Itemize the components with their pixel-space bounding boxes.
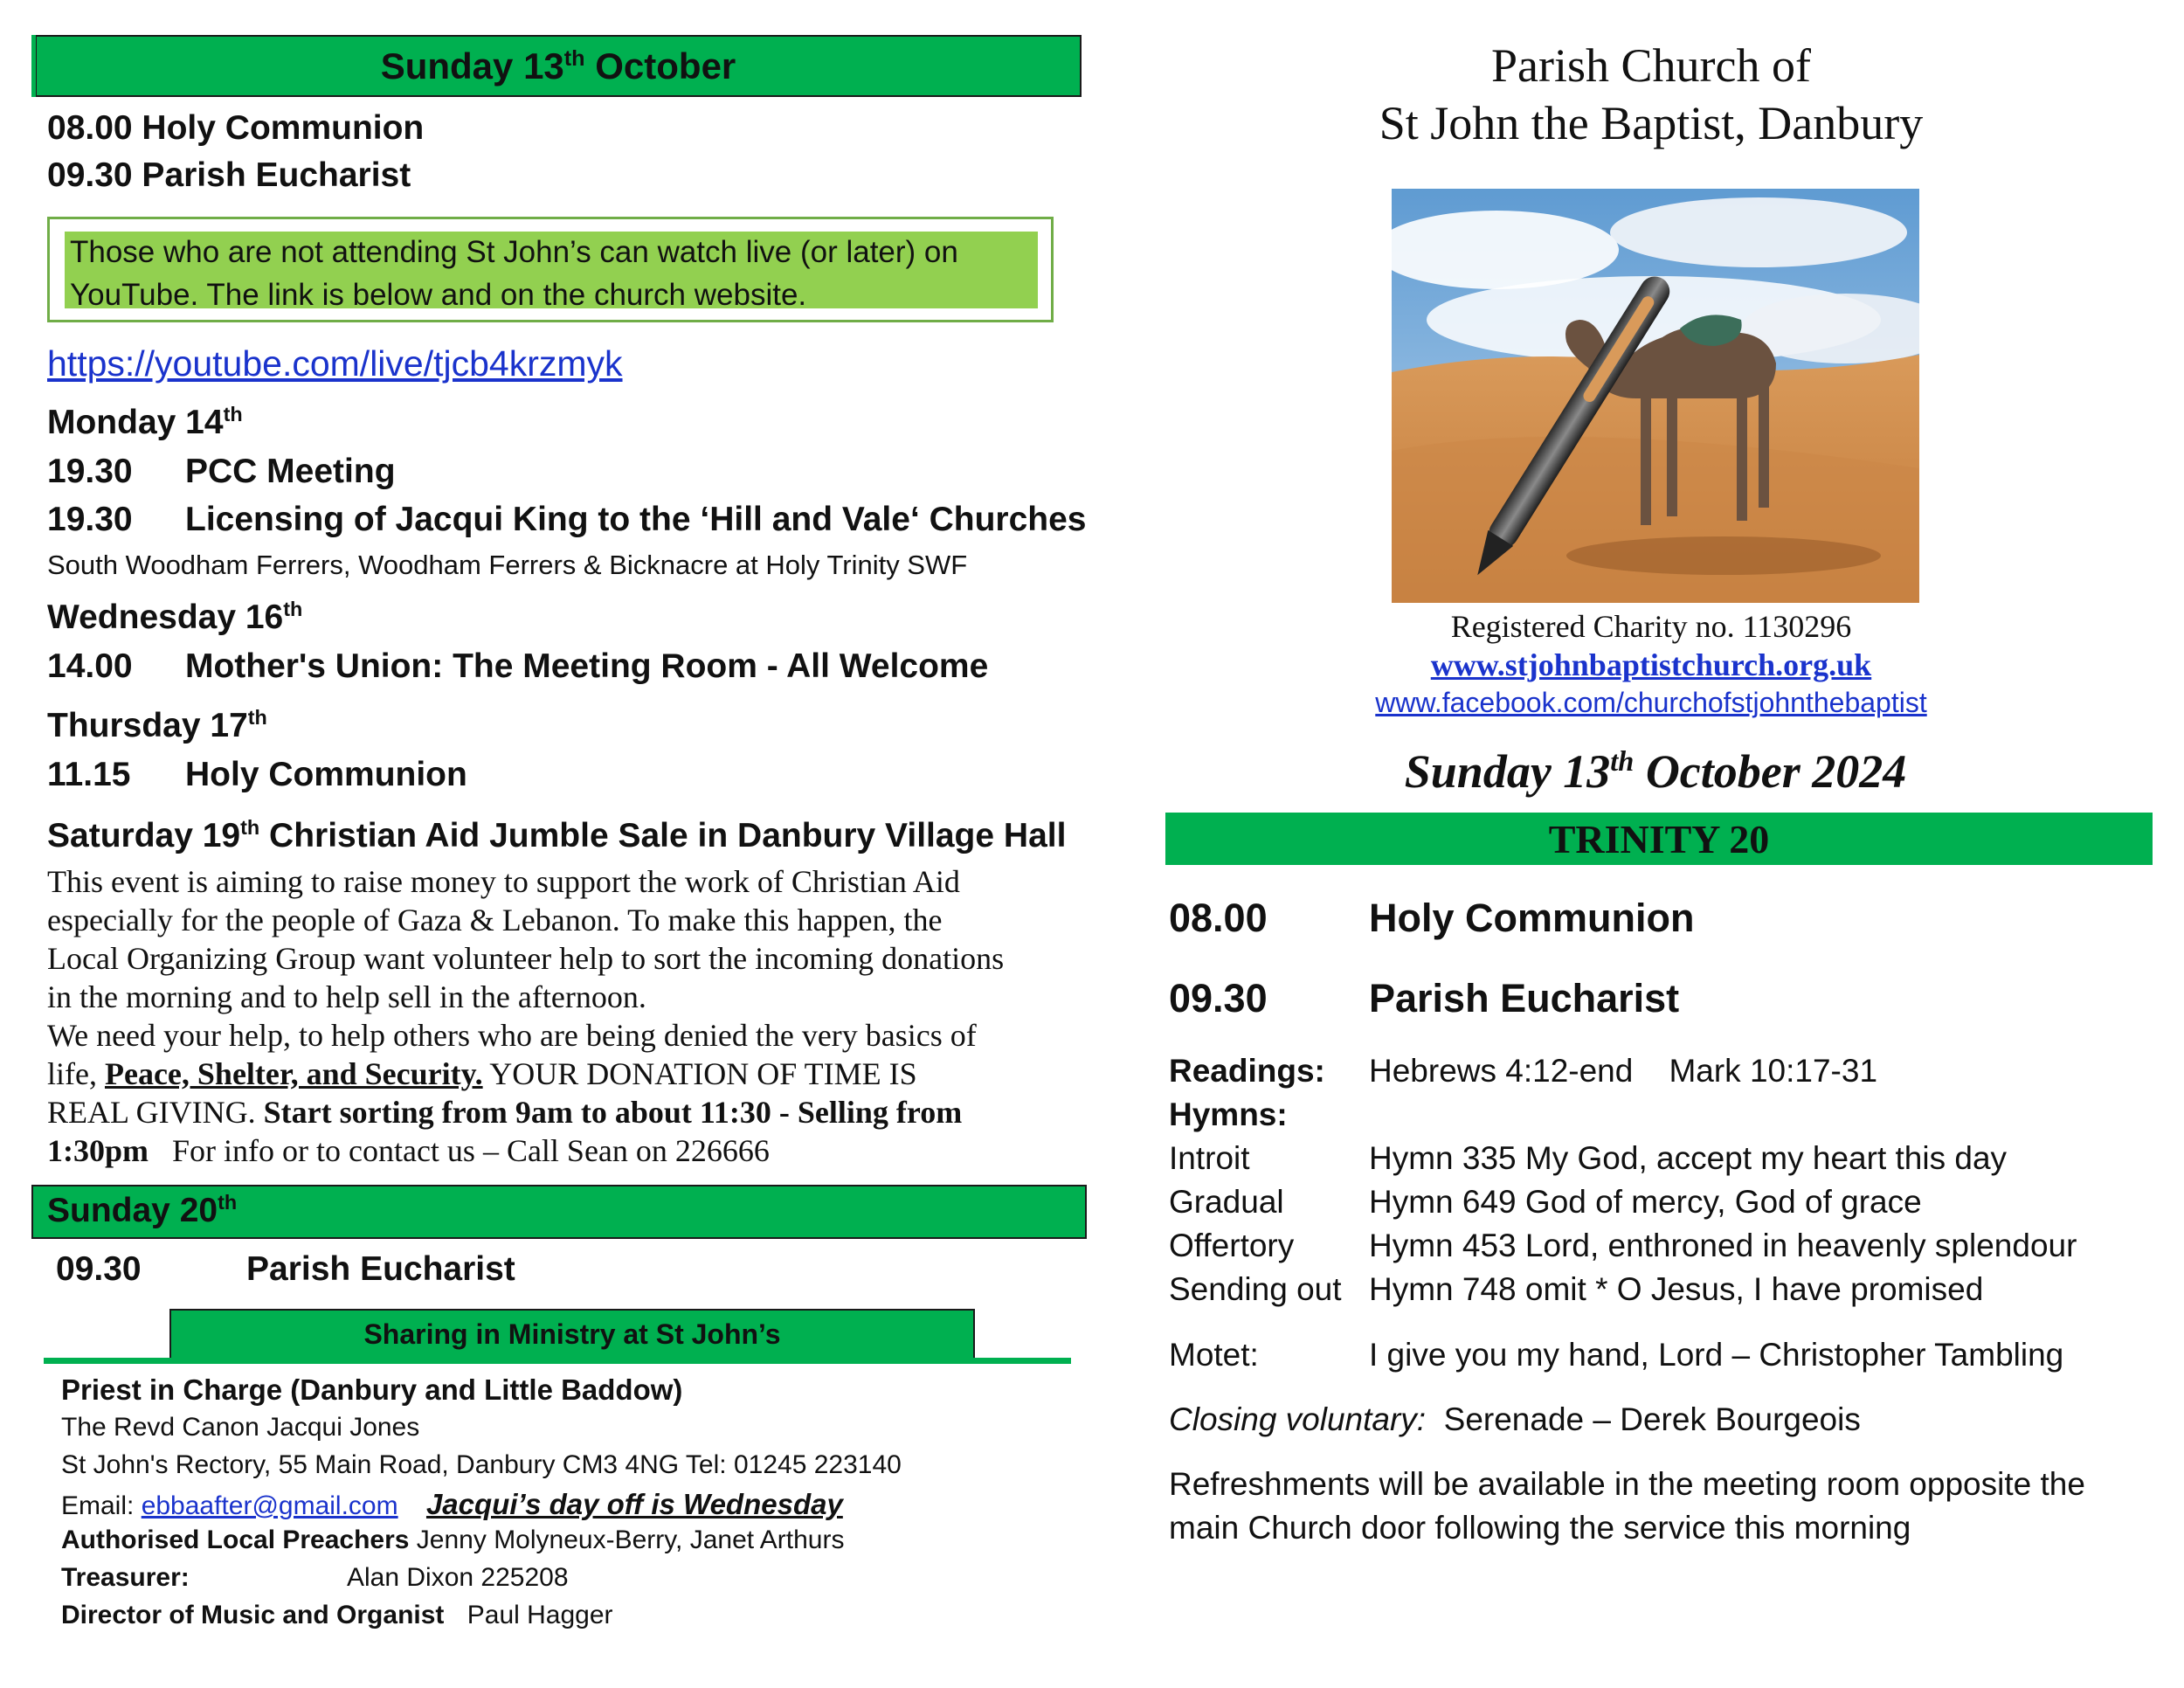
email-link[interactable]: ebbaafter@gmail.com	[141, 1491, 398, 1520]
hymn-row: Gradual Hymn 649 God of mercy, God of grace	[1169, 1184, 1922, 1220]
church-title-line-1: Parish Church of	[1491, 39, 1811, 92]
saturday-body-line: in the morning and to help sell in the afternoon.	[47, 979, 646, 1014]
wednesday-row	[47, 647, 989, 686]
church-title-line-2: St John the Baptist, Danbury	[1379, 97, 1924, 149]
notice-line-2: YouTube. The link is below and on the church website.	[70, 278, 807, 312]
ministry-header	[169, 1309, 975, 1359]
wednesday-heading: Wednesday 16th	[47, 598, 303, 636]
treasurer-line: Treasurer: Alan Dixon 225208	[61, 1563, 569, 1592]
saturday-body-line: life, Peace, Shelter, and Security. YOUR DONATION OF TIME IS	[47, 1056, 917, 1091]
website-link-wrap	[1214, 647, 2088, 683]
saturday-body-line: 1:30pm For info or to contact us – Call Sean on 226666	[47, 1133, 770, 1168]
header-sup: th	[563, 46, 585, 71]
facebook-link[interactable]: www.facebook.com/churchofstjohnthebaptist	[1375, 687, 1927, 718]
thursday-row	[47, 756, 467, 794]
facebook-link-wrap	[1214, 687, 2088, 719]
readings-row	[1169, 1053, 1878, 1090]
saturday-body-line: This event is aiming to raise money to support the work of Christian Aid	[47, 864, 960, 899]
monday-heading: Monday 14th	[47, 403, 243, 441]
event-time: 09.30	[56, 1250, 142, 1288]
event-time: 19.30	[47, 501, 133, 538]
monday-row-licensing	[47, 501, 1087, 539]
header-left-accent	[31, 35, 36, 97]
priest-name: The Revd Canon Jacqui Jones	[61, 1413, 420, 1442]
sunday-20-header: Sunday 20th	[31, 1185, 1087, 1239]
refreshments-line-1: Refreshments will be available in the meeting room opposite the	[1169, 1466, 2085, 1502]
event-name: Parish Eucharist	[246, 1250, 515, 1288]
hymn-row: Sending out Hymn 748 omit * O Jesus, I have promised	[1169, 1271, 1984, 1307]
motet-row: Motet: I give you my hand, Lord – Christopher Tambling	[1169, 1337, 2064, 1373]
music-line: Director of Music and Organist Paul Hagger	[61, 1601, 613, 1629]
monday-note: South Woodham Ferrers, Woodham Ferrers & Bicknacre at Holy Trinity SWF	[47, 550, 968, 580]
church-title	[1214, 37, 2088, 152]
ministry-divider	[44, 1358, 1071, 1364]
hymns-label: Hymns:	[1169, 1097, 1288, 1132]
right-service-row	[1169, 896, 1695, 941]
event-name: Mother's Union: The Meeting Room - All Welcome	[185, 647, 989, 685]
service-time: 09.30	[1169, 976, 1268, 1020]
closing-voluntary-row: Closing voluntary: Serenade – Derek Bourgeois	[1169, 1401, 1861, 1437]
saturday-body-line: We need your help, to help others who are being denied the very basics of	[47, 1018, 977, 1053]
refreshments-line-2: main Church door following the service this morning	[1169, 1510, 1911, 1546]
notice-line-1: Those who are not attending St John’s can watch live (or later) on	[70, 235, 958, 269]
website-link[interactable]: www.stjohnbaptistchurch.org.uk	[1430, 647, 1872, 682]
hymn-row: Offertory Hymn 453 Lord, enthroned in heavenly splendour	[1169, 1228, 2077, 1263]
saturday-heading: Saturday 19th Christian Aid Jumble Sale in Danbury Village Hall	[47, 816, 1067, 854]
header-day: Sunday 13	[380, 45, 564, 86]
monday-row-pcc	[47, 453, 396, 491]
preachers-line: Authorised Local Preachers Jenny Molyneux-Berry, Janet Arthurs	[61, 1525, 845, 1554]
priest-role: Priest in Charge (Danbury and Little Baddow)	[61, 1373, 683, 1406]
day-off-note: Jacqui’s day off is Wednesday	[425, 1488, 843, 1520]
readings-text: Hebrews 4:12-end Mark 10:17-31	[1369, 1053, 1878, 1089]
service-parish-eucharist: 09.30 Parish Eucharist	[47, 156, 411, 194]
sunday-20-row	[56, 1250, 515, 1289]
service-holy-communion: 08.00 Holy Communion	[47, 109, 425, 147]
service-name: Parish Eucharist	[1369, 976, 1680, 1020]
sunday-13-header	[35, 35, 1082, 97]
readings-label: Readings:	[1169, 1053, 1325, 1089]
event-time: 11.15	[47, 756, 131, 793]
right-service-row	[1169, 976, 1680, 1021]
event-time: 19.30	[47, 453, 133, 490]
camel-needle-image	[1392, 189, 1919, 603]
saturday-body-line: REAL GIVING. Start sorting from 9am to about 11:30 - Selling from	[47, 1095, 963, 1130]
service-date: Sunday 13th October 2024	[1404, 745, 1907, 798]
trinity-label: TRINITY 20	[1548, 817, 1770, 861]
event-name: PCC Meeting	[185, 453, 396, 490]
ministry-title: Sharing in Ministry at St John’s	[363, 1318, 781, 1350]
saturday-body-line: Local Organizing Group want volunteer help to sort the incoming donations	[47, 941, 1005, 976]
youtube-notice	[47, 217, 1054, 322]
hymn-row: Introit Hymn 335 My God, accept my heart this day	[1169, 1140, 2008, 1176]
saturday-body-line: especially for the people of Gaza & Lebanon. To make this happen, the	[47, 903, 943, 937]
header-month: October	[595, 45, 736, 86]
event-name: Holy Communion	[185, 756, 467, 793]
service-name: Holy Communion	[1369, 896, 1695, 940]
event-time: 14.00	[47, 647, 133, 685]
event-name: Licensing of Jacqui King to the ‘Hill and Vale‘ Churches	[185, 501, 1087, 538]
thursday-heading: Thursday 17th	[47, 706, 267, 744]
rectory-address: St John's Rectory, 55 Main Road, Danbury CM3 4NG Tel: 01245 223140	[61, 1450, 902, 1479]
email-line: Email: ebbaafter@gmail.com Jacqui’s day off is Wednesday	[61, 1488, 843, 1520]
camel-needle-illustration	[1392, 189, 1919, 603]
trinity-banner	[1165, 813, 2153, 865]
service-time: 08.00	[1169, 896, 1268, 940]
youtube-link[interactable]: https://youtube.com/live/tjcb4krzmyk	[47, 343, 623, 384]
charity-number: Registered Charity no. 1130296	[1450, 609, 1852, 644]
